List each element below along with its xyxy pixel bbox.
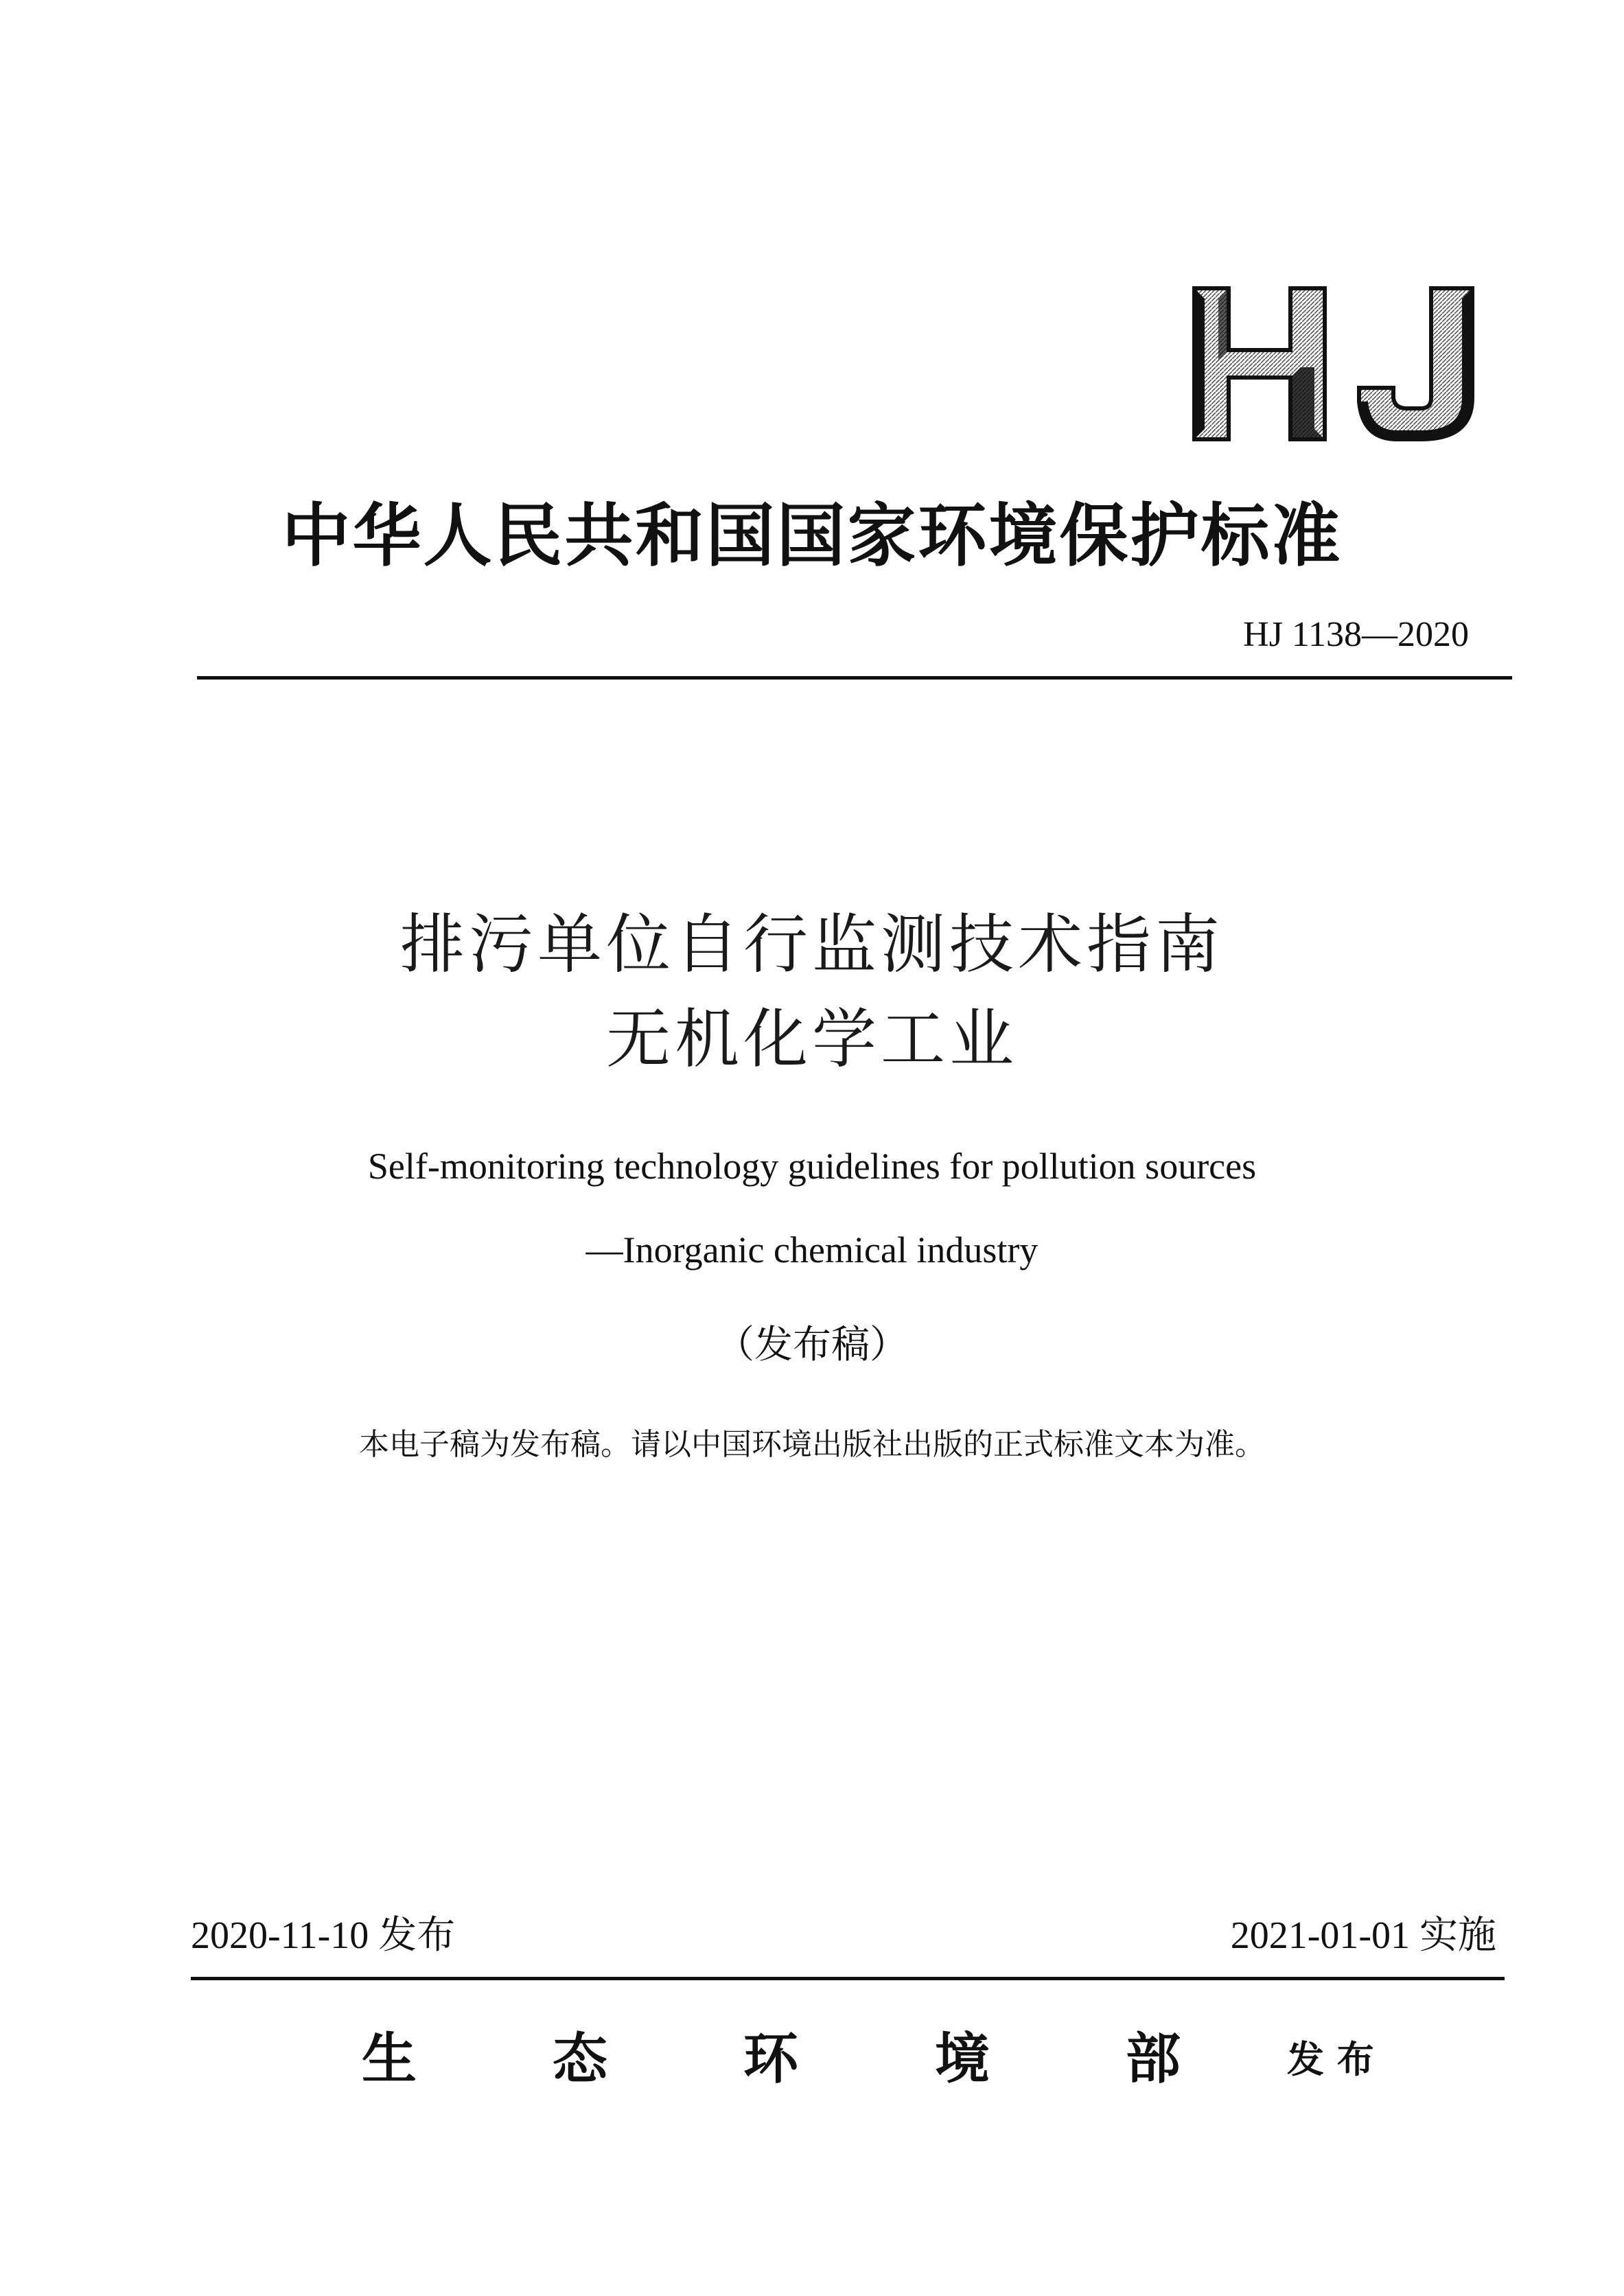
top-divider	[197, 676, 1512, 680]
issuing-organization-title: 中华人民共和国国家环境保护标准	[281, 496, 1343, 576]
standard-number: HJ 1138—2020	[1243, 615, 1469, 654]
publisher-char-2: 态	[553, 2027, 607, 2091]
title-en-line2: —Inorganic chemical industry	[585, 1229, 1039, 1271]
publisher-char-3: 环	[743, 2027, 798, 2091]
publisher-char-1: 生	[362, 2027, 417, 2091]
effective-date: 2021-01-01 实施	[1230, 1914, 1496, 1957]
title-zh-line1: 排污单位自行监测技术指南	[399, 907, 1224, 982]
publisher-char-5: 部	[1126, 2027, 1181, 2091]
title-zh-line2: 无机化学工业	[605, 1002, 1018, 1077]
issue-date: 2020-11-10 发布	[191, 1914, 456, 1957]
draft-label: （发布稿）	[716, 1323, 908, 1367]
disclaimer-note: 本电子稿为发布稿。请以中国环境出版社出版的正式标准文本为准。	[359, 1427, 1265, 1462]
hj-logo	[1191, 285, 1479, 443]
bottom-divider	[191, 1977, 1505, 1980]
publisher-suffix: 发 布	[1287, 2038, 1374, 2081]
publisher-char-4: 境	[935, 2027, 990, 2091]
title-en-line1: Self-monitoring technology guidelines for pollution sources	[367, 1146, 1257, 1187]
